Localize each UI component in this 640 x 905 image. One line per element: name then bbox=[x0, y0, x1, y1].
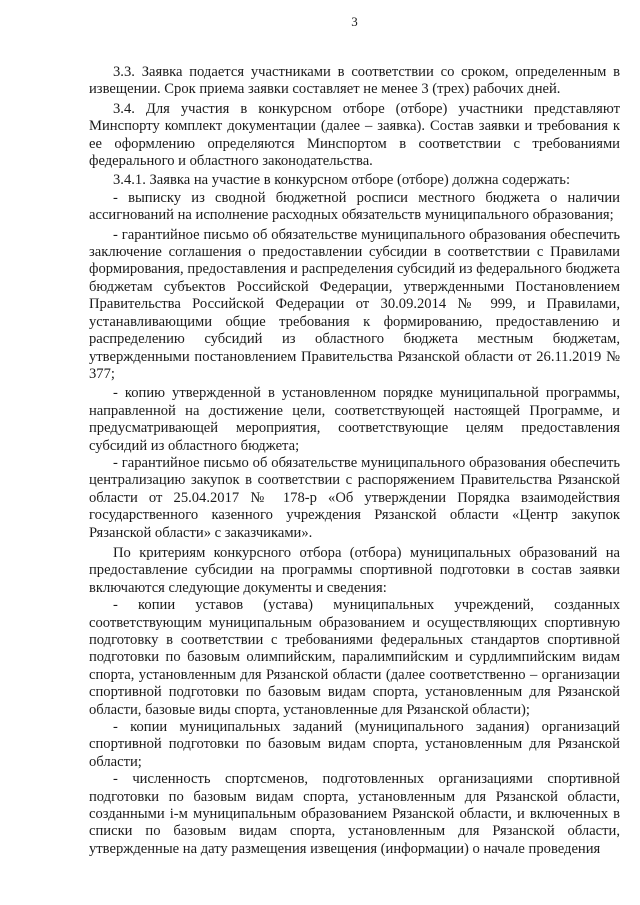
paragraph-3-4-1: 3.4.1. Заявка на участие в конкурсном отборе (отборе) должна содержать: bbox=[113, 172, 571, 189]
paragraph-3-4: 3.4. Для участия в конкурсном отборе (отборе) участники представляют Минспорту комплект документации (далее – заявка). Состав заявки и требования к ее оформлению определяются Минспортом в соответствии с требованиями федерального и областного законодательства. bbox=[89, 100, 620, 170]
list-item-budget-extract: - выписку из сводной бюджетной росписи местного бюджета о наличии ассигнований на исполнение расходных обязательств муниципального образования; bbox=[89, 189, 620, 224]
list-item-guarantee-letter-agreement: - гарантийное письмо об обязательстве муниципального образования обеспечить заключение соглашения о предоставлении субсидии в соответствии с Правилами формирования, предоставления и распределения субсидий из федерального бюджета бюджетам субъектов Российской Федерации, утвержденными Постановлением Правительства Российской Федерации от 30.09.2014 № 999, и Правилами, устанавливающими общие требования к формированию, предоставлению и распределению субсидий из областного бюджета местным бюджетам, утвержденными постановлением Правительства Рязанской области от 26.11.2019 № 377; bbox=[89, 226, 620, 382]
list-item-guarantee-letter-procurement: - гарантийное письмо об обязательстве муниципального образования обеспечить централизацию закупок в соответствии с распоряжением Правительства Рязанской области от 25.04.2017 № 178-р «Об утверждении Порядка взаимодействия государственного казенного учреждения Рязанской области «Центр закупок Рязанской области» с заказчиками». bbox=[89, 454, 620, 541]
paragraph-3-3: 3.3. Заявка подается участниками в соответствии со сроком, определенным в извещении. Срок приема заявки составляет не менее 3 (трех) рабочих дней. bbox=[89, 64, 620, 98]
list-item-municipal-assignments: - копии муниципальных заданий (муниципального задания) организаций спортивной подготовки по базовым видам спорта, установленным для Рязанской области; bbox=[89, 719, 620, 770]
page-number: 3 bbox=[351, 14, 358, 29]
document-body bbox=[89, 64, 620, 858]
paragraph-criteria: По критериям конкурсного отбора (отбора) муниципальных образований на предоставление субсидии на программы спортивной подготовки в состав заявки включаются следующие документы и сведения: bbox=[89, 544, 620, 596]
list-item-charters-copies: - копии уставов (устава) муниципальных учреждений, созданных соответствующим муниципальным образованием и осуществляющих спортивную подготовку в соответствии с требованиями федеральных стандартов спортивной подготовки по базовым олимпийским, паралимпийским и сурдлимпийским видам спорта, установленным для Рязанской области (далее соответственно – организации спортивной подготовки по базовым видам спорта, установленным для Рязанской области, базовые виды спорта, установленные для Рязанской области); bbox=[89, 597, 620, 718]
list-item-athletes-count: - численность спортсменов, подготовленных организациями спортивной подготовки по базовым видам спорта, установленным для Рязанской области, созданными i-м муниципальным образованием Рязанской области, и включенных в списки по базовым видам спорта, установленным для Рязанской области, утвержденные на дату размещения извещения (информации) о начале проведения bbox=[89, 771, 620, 857]
list-item-municipal-program-copy: - копию утвержденной в установленном порядке муниципальной программы, направленной на достижение цели, соответствующей настоящей Программе, и предусматривающей мероприятия, соответствующие целям предоставления субсидий из областного бюджета; bbox=[89, 385, 620, 454]
